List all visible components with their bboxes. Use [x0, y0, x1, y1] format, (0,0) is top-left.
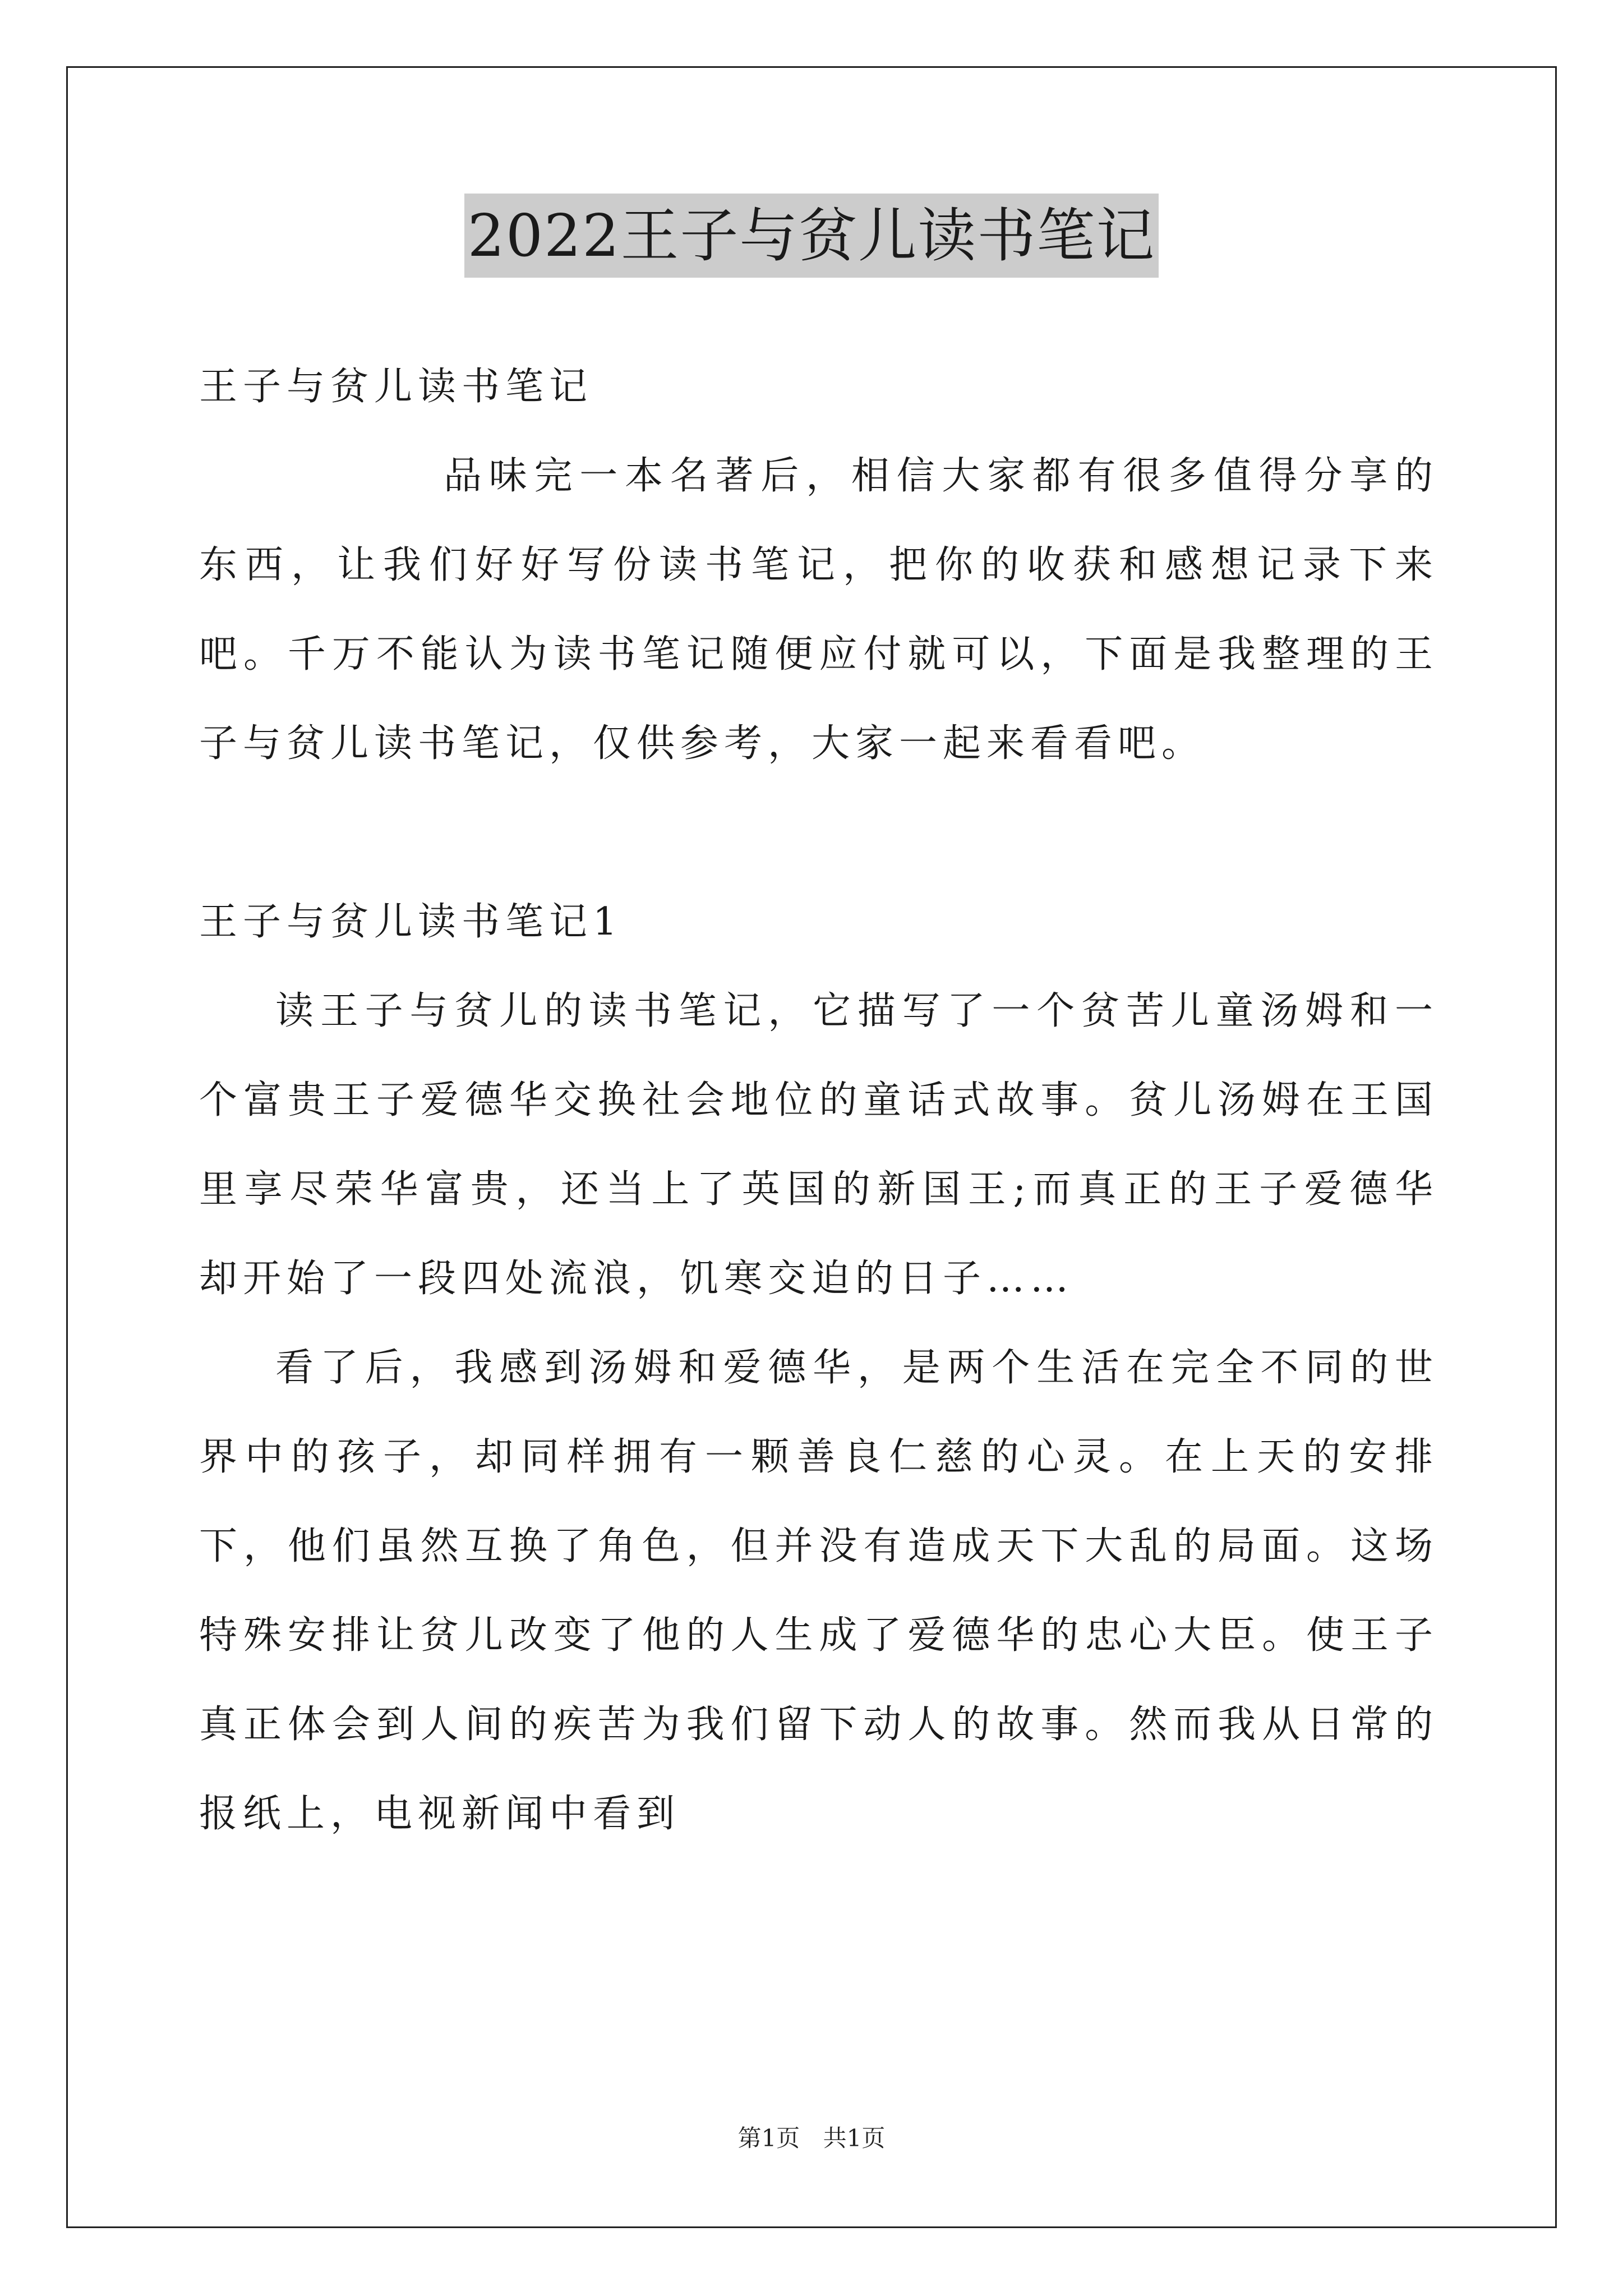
- section-heading: 王子与贫儿读书笔记1: [199, 900, 623, 944]
- subtitle: 王子与贫儿读书笔记: [199, 365, 593, 409]
- page-number: 第1页: [737, 2124, 800, 2152]
- document-title: 2022王子与贫儿读书笔记: [464, 194, 1159, 278]
- section-gap: [199, 788, 1438, 877]
- document-body: [199, 342, 1438, 1858]
- page-total: 共1页: [823, 2124, 886, 2152]
- title-container: [0, 194, 1623, 278]
- body-paragraph: 看了后，我感到汤姆和爱德华，是两个生活在完全不同的世界中的孩子，却同样拥有一颗善良仁慈的心灵。在上天的安排下，他们虽然互换了角色，但并没有造成天下大乱的局面。这场特殊安排让贫儿改变了他的人生成了爱德华的忠心大臣。使王子真正体会到人间的疾苦为我们留下动人的故事。然而我从日常的报纸上，电视新闻中看到: [199, 1346, 1438, 1836]
- body-paragraph: 读王子与贫儿的读书笔记，它描写了一个贫苦儿童汤姆和一个富贵王子爱德华交换社会地位的童话式故事。贫儿汤姆在王国里享尽荣华富贵，还当上了英国的新国王;而真正的王子爱德华却开始了一段四处流浪，饥寒交迫的日子……: [199, 989, 1438, 1301]
- intro-paragraph: 品味完一本名著后，相信大家都有很多值得分享的东西，让我们好好写份读书笔记，把你的收获和感想记录下来吧。千万不能认为读书笔记随便应付就可以，下面是我整理的王子与贫儿读书笔记，仅供参考，大家一起来看看吧。: [199, 454, 1438, 766]
- page-footer: [0, 2122, 1623, 2155]
